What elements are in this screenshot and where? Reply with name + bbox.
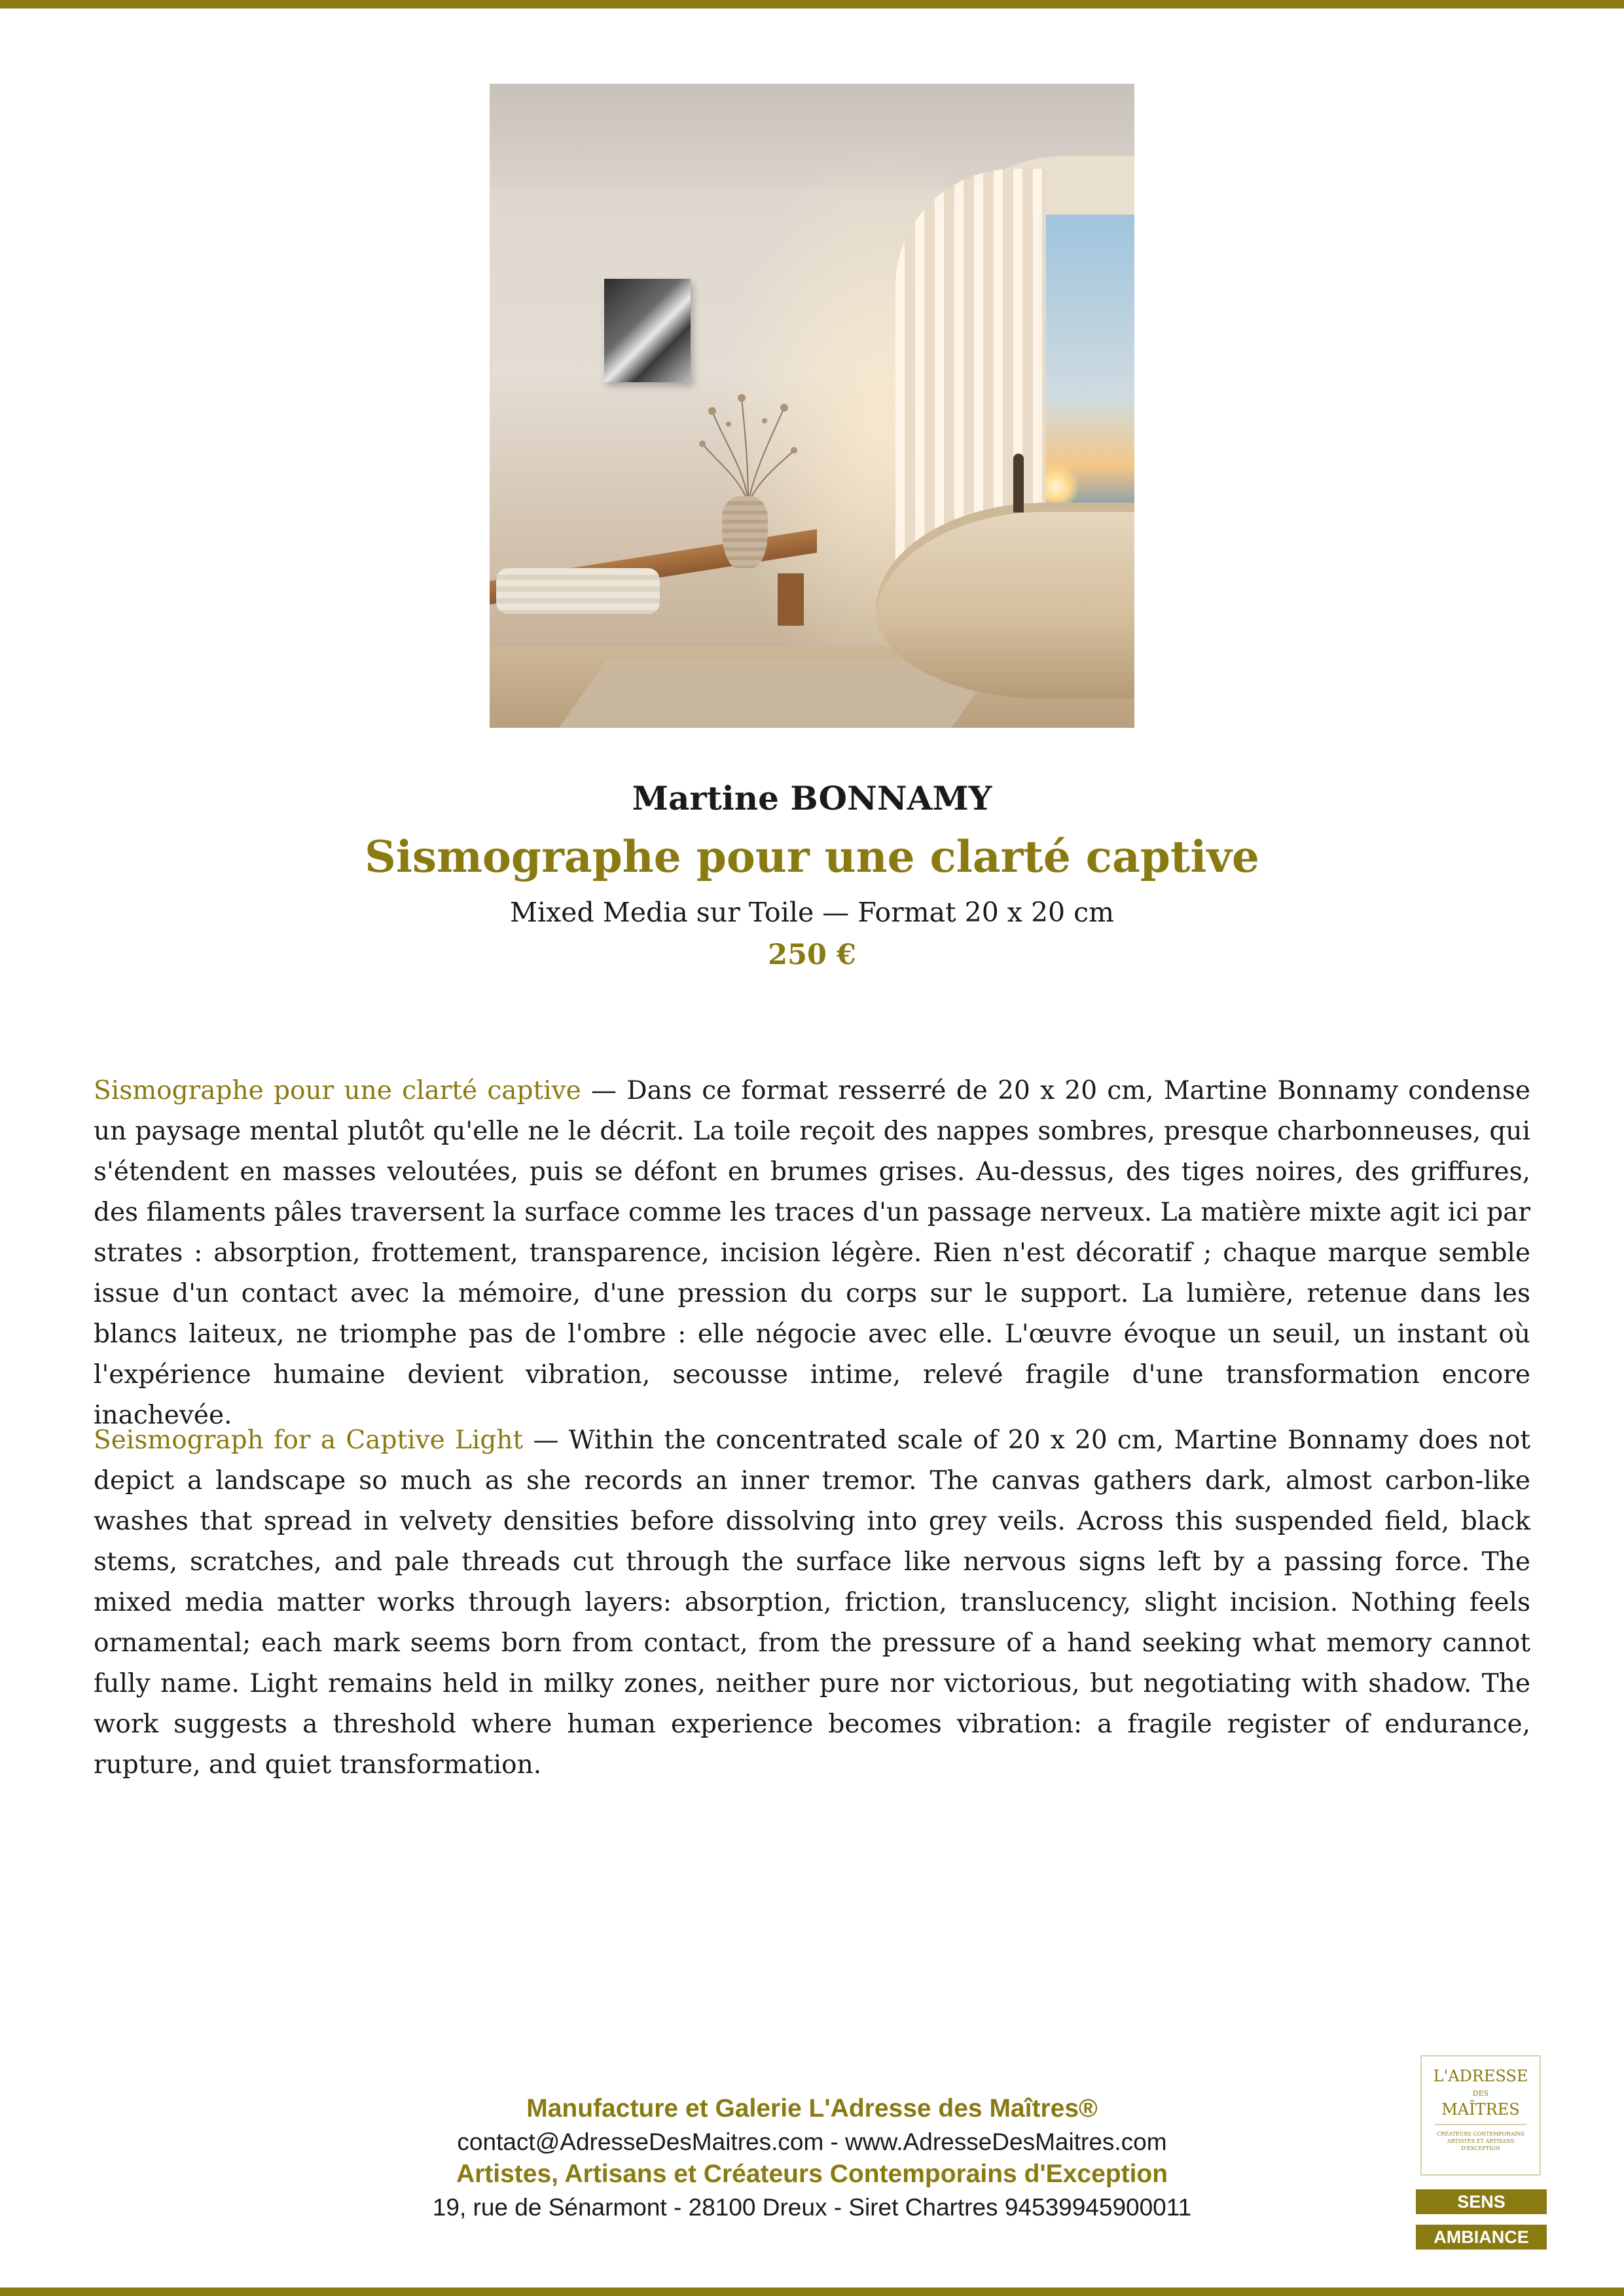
footer-contact: contact@AdresseDesMaitres.com - www.AdresseDesMaitres.com	[457, 2128, 1167, 2155]
logo-rule	[1435, 2124, 1526, 2125]
footer-tagline: Artistes, Artisans et Créateurs Contemporains d'Exception	[456, 2160, 1168, 2188]
logo-line-2: DES	[1472, 2089, 1489, 2098]
photo-dried-stems	[699, 391, 797, 503]
photo-faucet	[1013, 454, 1024, 512]
artist-name: Martine BONNAMY	[632, 779, 992, 817]
badge-ambiance: AMBIANCE	[1416, 2225, 1547, 2250]
photo-bench-leg	[778, 573, 804, 626]
artwork-title: Sismographe pour une clarté captive	[365, 831, 1259, 882]
footer-gallery-name: Manufacture et Galerie L'Adresse des Maîtres®	[526, 2094, 1098, 2123]
logo-line-3: MAÎTRES	[1441, 2100, 1520, 2119]
bottom-border	[0, 2287, 1624, 2296]
photo-artwork-on-wall	[604, 279, 691, 382]
description-english	[94, 1420, 1530, 1785]
artwork-room-photo	[490, 84, 1134, 728]
description-french-body: — Dans ce format resserré de 20 x 20 cm, Martine Bonnamy condense un paysage mental plutôt qu'elle ne le décrit. La toile reçoit des nappes sombres, presque charbonneuses, qui s'étendent en masses veloutées, puis se défont en brumes grises. Au-dessus, des tiges noires, des griffures, des filaments pâles traversent la surface comme les traces d'un passage nerveux. La matière mixte agit ici par strates : absorption, frottement, transparence, incision légère. Rien n'est décoratif ; chaque marque semble issue d'un contact avec la mémoire, d'une pression du corps sur le support. La lumière, retenue dans les blancs laiteux, ne triomphe pas de l'ombre : elle négocie avec elle. L'œuvre évoque un seuil, un instant où l'expérience humaine devient vibration, secousse intime, relevé fragile d'une transformation encore inachevée.	[94, 1076, 1531, 1430]
description-english-lead: Seismograph for a Captive Light	[94, 1426, 524, 1455]
description-french-lead: Sismographe pour une clarté captive	[94, 1076, 581, 1105]
description-english-body: — Within the concentrated scale of 20 x 20 cm, Martine Bonnamy does not depict a landscape so much as she records an inner tremor. The canvas gathers dark, almost carbon-like washes that spread in velvety densities before dissolving into grey veils. Across this suspended field, black stems, scratches, and pale threads cut through the surface like nervous signs left by a passing force. The mixed media matter works through layers: absorption, friction, translucency, slight incision. Nothing feels ornamental; each mark seems born from contact, from the pressure of a hand seeking what memory cannot fully name. Light remains held in milky zones, neither pure nor victorious, but negotiating with shadow. The work suggests a threshold where human experience becomes vibration: a fragile register of endurance, rupture, and quiet transformation.	[94, 1426, 1530, 1780]
description-french	[94, 1071, 1530, 1436]
artwork-price: 250 €	[768, 939, 856, 971]
artwork-medium: Mixed Media sur Toile — Format 20 x 20 cm	[509, 897, 1115, 928]
top-border	[0, 0, 1624, 9]
logo-line-1: L'ADRESSE	[1433, 2067, 1528, 2085]
photo-vase	[722, 496, 768, 568]
gallery-logo	[1420, 2055, 1541, 2176]
logo-subtitle: CRÉATEURS CONTEMPORAINS ARTISTES ET ARTISANS D'EXCEPTION	[1437, 2131, 1525, 2151]
badge-sens: SENS	[1416, 2189, 1547, 2214]
photo-blanket	[496, 568, 660, 614]
footer-address: 19, rue de Sénarmont - 28100 Dreux - Siret Chartres 94539945900011	[432, 2194, 1192, 2221]
